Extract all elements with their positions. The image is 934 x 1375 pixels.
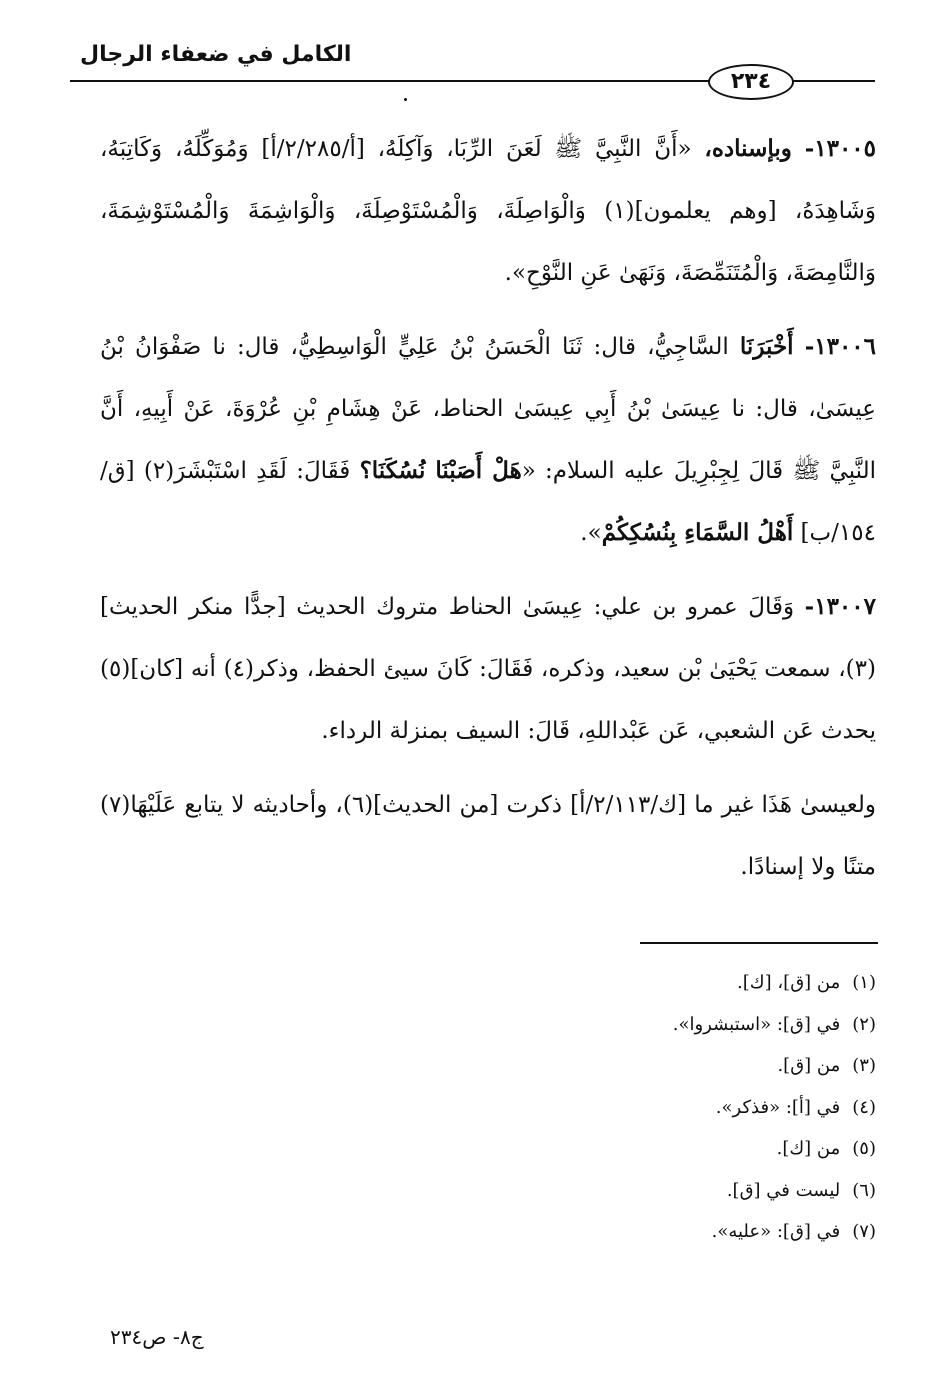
entry-13007: [100, 576, 876, 762]
footnote-text: في [ق]: «عليه».: [711, 1221, 841, 1242]
entry-text: وَقَالَ عمرو بن علي: عِيسَىٰ الحناط متروك الحديث [جدًّا منكر الحديث](٣)، سمعت يَحْيَىٰ بْن سعيد، وذكره، فَقَالَ: كَانَ سيئ الحفظ، وذكر(٤) أنه [كان](٥) يحدث عَن الشعبي، عَن عَبْداللهِ، قَالَ: السيف بمنزلة الرداء.: [100, 594, 876, 744]
footnote-rule: [640, 942, 878, 944]
footnote-text: من [ق].: [777, 1055, 841, 1076]
entry-13006: [100, 316, 876, 564]
footnote-text: في [أ]: «فذكر».: [715, 1096, 841, 1118]
footnote-number: (٢): [852, 1013, 876, 1035]
entry-bold-text: هَلْ أَصَبْنَا نُسُكَنَا؟: [359, 457, 522, 484]
footnote-item: [400, 1087, 876, 1129]
footnote-item: [400, 1128, 876, 1170]
entry-bold-text: أَهْلُ السَّمَاءِ بِنُسُكِكُمْ: [601, 519, 794, 546]
footnote-number: (٥): [852, 1138, 876, 1159]
footnote-text: من [ق]، [ك].: [737, 972, 841, 993]
entry-text: ».: [580, 520, 602, 546]
footnote-item: [400, 1170, 876, 1212]
footnote-number: (١): [852, 972, 876, 993]
footnote-item: [400, 1004, 876, 1046]
entry-number: ١٣٠٠٧-: [804, 593, 876, 620]
footnote-text: ليست في [ق].: [726, 1179, 841, 1201]
entry-text: السَّاجِيُّ، قال: ثَنَا الْحَسَنُ بْنُ عَلِيٍّ الْوَاسِطِيُّ، قال: نا صَفْوَانُ بْنُ عِيسَىٰ، قال: نا عِيسَىٰ بْنُ أَبِي عِيسَىٰ الحناط، عَنْ هِشَامِ بْنِ عُرْوَةَ، عَنْ أَبِيهِ، أَنَّ النَّبِيَّ ﷺ قَالَ لِجِبْرِيلَ عليه السلام: «: [100, 334, 876, 484]
footnotes-list: [400, 962, 876, 1253]
footnote-item: [400, 1045, 876, 1087]
entry-text: ولعيسىٰ هَذَا غير ما [ك/٢/١١٣/أ] ذكرت [من الحديث](٦)، وأحاديثه لا يتابع عَلَيْهَا(٧) متنًا ولا إسنادًا.: [100, 792, 876, 880]
entry-lead: وبإسناده،: [704, 135, 792, 162]
main-text: [100, 118, 876, 910]
entry-number: ١٣٠٠٦-: [804, 333, 877, 360]
footnote-text: من [ك].: [776, 1138, 841, 1159]
entry-13005: [100, 118, 876, 304]
entry-number: ١٣٠٠٥-: [804, 135, 877, 162]
entry-lead: أَخْبَرَنَا: [739, 333, 794, 360]
entry-closing-note: [100, 774, 876, 898]
footnote-number: (٤): [852, 1096, 876, 1118]
stray-dot: [404, 98, 407, 101]
entry-text: «أَنَّ النَّبِيَّ ﷺ لَعَنَ الرِّبَا، وَآكِلَهُ، [أ/٢/٢٨٥/أ] وَمُوَكِّلَهُ، وَكَاتِبَهُ، وَشَاهِدَهُ، [وهم يعلمون](١) وَالْوَاصِلَةَ، وَالْمُسْتَوْصِلَةَ، وَالْوَاشِمَةَ وَالْمُسْتَوْشِمَةَ، وَالنَّامِصَةَ، وَالْمُتَنَمِّصَةَ، وَنَهَىٰ عَنِ النَّوْحِ».: [100, 136, 876, 286]
footnote-number: (٦): [852, 1179, 876, 1201]
footnote-number: (٧): [852, 1221, 876, 1242]
page-number-badge: ٢٣٤: [708, 64, 794, 100]
entry-text: فَقَالَ: لَقَدِ اسْتَبْشَرَ(٢) [ق/١٥٤/ب]: [100, 458, 876, 546]
footnote-item: [400, 962, 876, 1004]
volume-page-footer: ج٨- ص٢٣٤: [110, 1325, 204, 1349]
book-title: الكامل في ضعفاء الرجال: [80, 42, 352, 67]
footnote-text: في [ق]: «استبشروا».: [672, 1013, 841, 1035]
page-header: [0, 0, 934, 110]
footnote-item: [400, 1211, 876, 1253]
footnote-number: (٣): [852, 1055, 876, 1076]
